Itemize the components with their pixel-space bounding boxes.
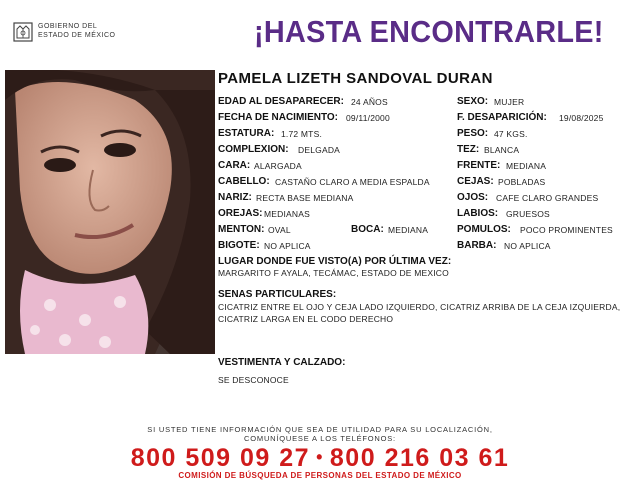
label-pomulos: POMULOS:: [457, 224, 511, 235]
label-cara: CARA:: [218, 160, 251, 171]
label-boca: BOCA:: [351, 224, 384, 235]
label-labios: LABIOS:: [457, 208, 499, 219]
value-frente: MEDIANA: [506, 161, 547, 171]
commission-name: COMISIÓN DE BÚSQUEDA DE PERSONAS DEL ESTADO DE MÉXICO: [178, 471, 462, 480]
person-name: PAMELA LIZETH SANDOVAL DURAN: [218, 70, 493, 87]
label-estatura: ESTATURA:: [218, 128, 275, 139]
label-complexion: COMPLEXION:: [218, 144, 289, 155]
label-fecha-desaparicion: F. DESAPARICIÓN:: [457, 112, 547, 123]
person-photo: [5, 70, 215, 354]
value-complexion: DELGADA: [298, 145, 341, 155]
value-menton: OVAL: [268, 225, 291, 235]
label-barba: BARBA:: [457, 240, 497, 251]
label-lugar: LUGAR DONDE FUE VISTO(A) POR ÚLTIMA VEZ:: [218, 256, 452, 267]
footer-info-line-1: SI USTED TIENE INFORMACIÓN QUE SEA DE UTILIDAD PARA SU LOCALIZACIÓN,: [147, 425, 493, 434]
value-cejas: POBLADAS: [498, 177, 546, 187]
value-orejas: MEDIANAS: [264, 209, 310, 219]
value-estatura: 1.72 MTS.: [281, 129, 323, 139]
label-cabello: CABELLO:: [218, 176, 270, 187]
label-senas: SENAS PARTICULARES:: [218, 289, 337, 300]
label-menton: MENTON:: [218, 224, 265, 235]
value-sexo: MUJER: [494, 97, 525, 107]
value-boca: MEDIANA: [388, 225, 429, 235]
value-cabello: CASTAÑO CLARO A MEDIA ESPALDA: [275, 177, 430, 187]
value-fecha-nacimiento: 09/11/2000: [346, 113, 390, 123]
value-peso: 47 KGS.: [494, 129, 528, 139]
headline: ¡HASTA ENCONTRARLE!: [254, 14, 604, 49]
label-vestimenta: VESTIMENTA Y CALZADO:: [218, 357, 346, 368]
label-cejas: CEJAS:: [457, 176, 494, 187]
value-edad: 24 AÑOS: [351, 97, 388, 107]
value-bigote: NO APLICA: [264, 241, 311, 251]
label-fecha-nacimiento: FECHA DE NACIMIENTO:: [218, 112, 338, 123]
value-cara: ALARGADA: [254, 161, 302, 171]
label-bigote: BIGOTE:: [218, 240, 260, 251]
value-labios: GRUESOS: [506, 209, 550, 219]
value-vestimenta: SE DESCONOCE: [218, 375, 289, 385]
label-nariz: NARIZ:: [218, 192, 252, 203]
phone-separator: •: [316, 447, 324, 467]
gov-line-2: ESTADO DE MÉXICO: [38, 32, 116, 39]
phone-numbers: [0, 444, 640, 473]
phone-number-2[interactable]: 800 216 03 61: [329, 444, 510, 472]
label-ojos: OJOS:: [457, 192, 489, 203]
government-logo: [12, 20, 122, 46]
value-tez: BLANCA: [484, 145, 520, 155]
state-emblem-icon: [12, 20, 34, 44]
label-frente: FRENTE:: [457, 160, 501, 171]
label-orejas: OREJAS:: [218, 208, 263, 219]
phone-number-1[interactable]: 800 509 09 27: [130, 444, 311, 472]
label-tez: TEZ:: [457, 144, 480, 155]
portrait-illustration: [5, 70, 215, 354]
value-senas: CICATRIZ ENTRE EL OJO Y CEJA LADO IZQUIERDO, CICATRIZ ARRIBA DE LA CEJA IZQUIERDA, CICATRIZ LARGA EN EL CODO DERECHO: [218, 302, 621, 324]
value-pomulos: POCO PROMINENTES: [520, 225, 613, 235]
label-edad: EDAD AL DESAPARECER:: [218, 96, 344, 107]
value-barba: NO APLICA: [504, 241, 551, 251]
value-nariz: RECTA BASE MEDIANA: [256, 193, 354, 203]
gov-line-1: GOBIERNO DEL: [38, 23, 98, 30]
footer-info-line-2: COMUNÍQUESE A LOS TELÉFONOS:: [244, 434, 396, 443]
value-fecha-desaparicion: 19/08/2025: [559, 113, 604, 123]
value-ojos: CAFE CLARO GRANDES: [496, 193, 599, 203]
label-sexo: SEXO:: [457, 96, 489, 107]
label-peso: PESO:: [457, 128, 489, 139]
value-lugar: MARGARITO F AYALA, TECÁMAC, ESTADO DE MEXICO: [218, 268, 449, 278]
